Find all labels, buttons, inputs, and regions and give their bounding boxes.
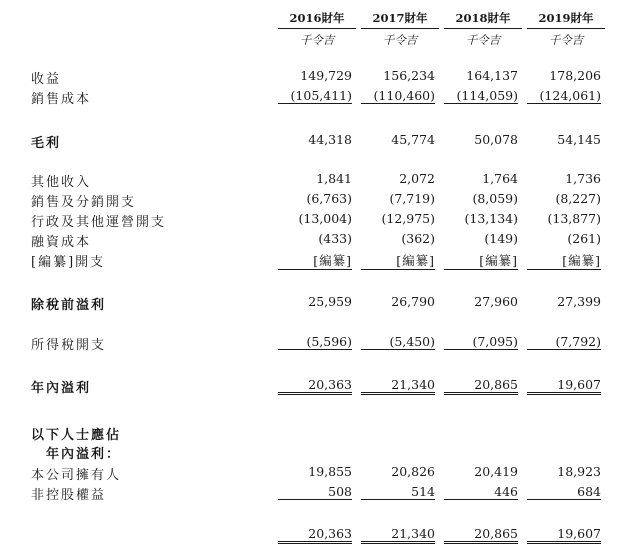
column-header-year: 2019財年 [527,10,605,29]
selling-distribution-expenses-label: 銷售及分銷開支 [31,195,137,210]
gross-profit-label: 毛利 [31,136,62,151]
column-header-unit: 千令吉 [465,33,501,47]
admin-operating-expenses-value: (13,004) [298,211,352,226]
profit-for-year-value: 19,607 [527,377,601,395]
admin-operating-expenses-label: 行政及其他運營開支 [31,215,167,230]
admin-operating-expenses-value: (13,134) [464,211,518,226]
gross-profit-value: 54,145 [557,132,601,147]
profit-for-year-value: 20,363 [278,377,352,395]
column-header-unit: 千令吉 [548,33,584,47]
column-header-unit: 千令吉 [382,33,418,47]
profit-for-year-value: 20,865 [444,377,518,395]
cost-of-sales-value: (124,061) [527,88,601,104]
profit-for-year-value: 21,340 [361,377,435,395]
non-controlling-interests-value: 446 [444,484,518,500]
owners-of-company-value: 19,855 [308,464,352,479]
revenue-value: 178,206 [549,68,601,83]
income-tax-expense-value: (5,596) [278,334,352,350]
profit-for-year-label: 年內溢利 [31,381,92,396]
finance-costs-label: 融資成本 [31,235,92,250]
owners-of-company-value: 20,826 [391,464,435,479]
finance-costs-value: (261) [567,231,601,246]
owners-of-company-value: 18,923 [557,464,601,479]
revenue-value: 156,234 [383,68,435,83]
selling-distribution-expenses-value: (8,227) [555,191,601,206]
attributable-heading-label: 以下人士應佔 [31,428,122,443]
column-header-year: 2017財年 [361,10,439,29]
income-tax-expense-value: (7,792) [527,334,601,350]
cost-of-sales-label: 銷售成本 [31,92,92,107]
cost-of-sales-value: (110,460) [361,88,435,104]
owners-of-company-label: 本公司擁有人 [31,468,122,483]
selling-distribution-expenses-value: (7,719) [389,191,435,206]
total-profit-value: 20,865 [444,526,518,544]
revenue-value: 164,137 [466,68,518,83]
gross-profit-value: 50,078 [474,132,518,147]
column-header-unit: 千令吉 [299,33,335,47]
owners-of-company-value: 20,419 [474,464,518,479]
profit-before-tax-label: 除稅前溢利 [31,298,107,313]
total-profit-value: 21,340 [361,526,435,544]
profit-before-tax-value: 25,959 [308,294,352,309]
cost-of-sales-value: (114,059) [444,88,518,104]
non-controlling-interests-value: 684 [527,484,601,500]
revenue-value: 149,729 [300,68,352,83]
profit-before-tax-value: 26,790 [391,294,435,309]
gross-profit-value: 44,318 [308,132,352,147]
other-income-value: 1,841 [316,171,352,186]
listing-expenses-value: [編纂] [444,251,518,270]
listing-expenses-value: [編纂] [361,251,435,270]
income-tax-expense-value: (7,095) [444,334,518,350]
listing-expenses-value: [編纂] [527,251,601,270]
listing-expenses-label: [編纂]開支 [31,255,106,270]
gross-profit-value: 45,774 [391,132,435,147]
finance-costs-value: (149) [484,231,518,246]
income-tax-expense-value: (5,450) [361,334,435,350]
other-income-value: 1,764 [482,171,518,186]
selling-distribution-expenses-value: (8,059) [472,191,518,206]
profit-before-tax-value: 27,399 [557,294,601,309]
admin-operating-expenses-value: (13,877) [547,211,601,226]
total-profit-value: 19,607 [527,526,601,544]
attributable-heading-label-2: 年內溢利： [46,447,122,462]
total-profit-value: 20,363 [278,526,352,544]
listing-expenses-value: [編纂] [278,251,352,270]
other-income-label: 其他收入 [31,175,92,190]
income-tax-expense-label: 所得稅開支 [31,338,107,353]
column-header-year: 2018財年 [444,10,522,29]
revenue-label: 收益 [31,72,62,87]
cost-of-sales-value: (105,411) [278,88,352,104]
column-header-year: 2016財年 [278,10,356,29]
profit-before-tax-value: 27,960 [474,294,518,309]
non-controlling-interests-value: 514 [361,484,435,500]
finance-costs-value: (433) [318,231,352,246]
selling-distribution-expenses-value: (6,763) [306,191,352,206]
non-controlling-interests-value: 508 [278,484,352,500]
admin-operating-expenses-value: (12,975) [381,211,435,226]
other-income-value: 1,736 [565,171,601,186]
other-income-value: 2,072 [399,171,435,186]
finance-costs-value: (362) [401,231,435,246]
non-controlling-interests-label: 非控股權益 [31,488,107,503]
